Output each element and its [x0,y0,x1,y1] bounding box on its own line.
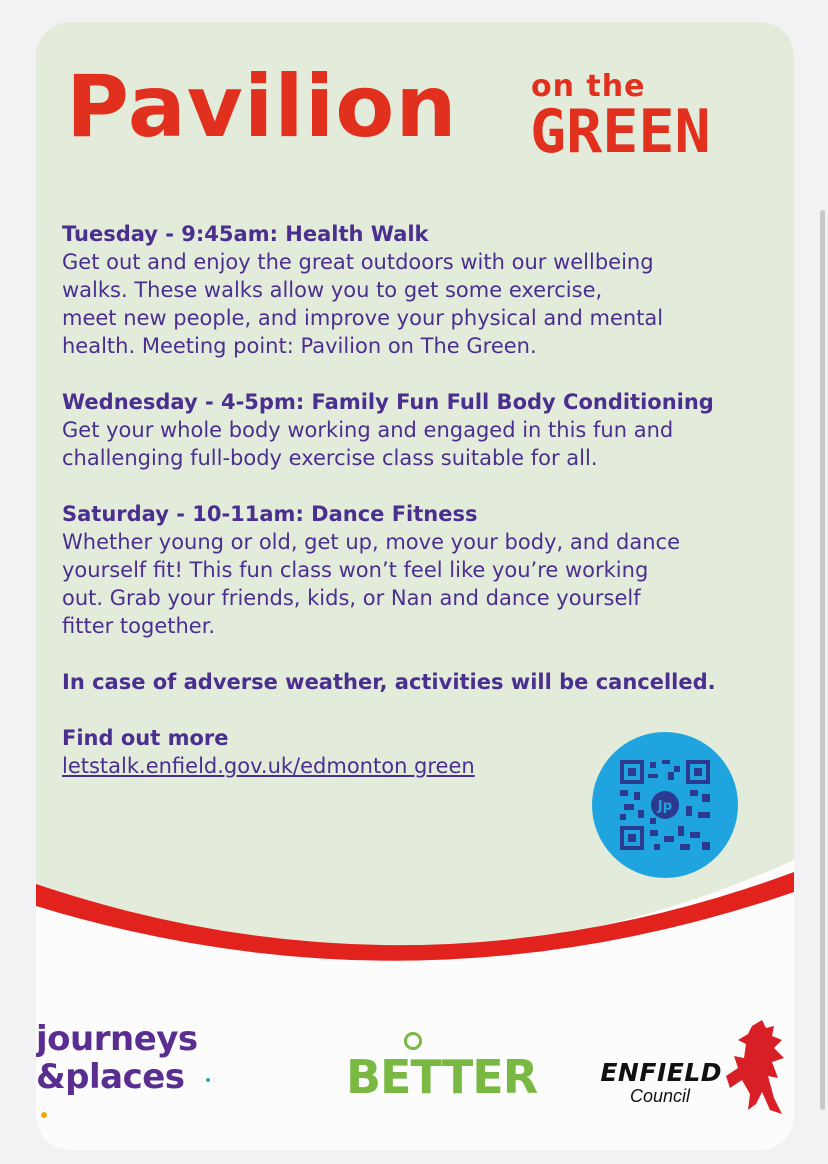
enfield-beast-icon [722,1018,792,1118]
description-line: health. Meeting point: Pavilion on The Green. [62,334,537,358]
enfield-council-logo [592,1060,722,1107]
info-link[interactable]: letstalk.enfield.gov.uk/edmonton green [62,754,475,778]
logo-dot [206,1078,210,1082]
weather-notice: In case of adverse weather, activities will be cancelled. [62,670,716,694]
description-line: Get out and enjoy the great outdoors with our wellbeing [62,250,654,274]
journeys-places-logo [36,1020,198,1096]
activity-description [62,528,782,640]
activity-tuesday [62,220,782,360]
qr-code[interactable] [592,732,738,878]
activity-wednesday [62,388,782,472]
qr-code-pattern [620,760,710,850]
journeys-logo-line1: journeys [36,1019,198,1059]
description-line: Get your whole body working and engaged in this fun and [62,418,674,442]
activities-content [62,220,782,780]
qr-center-label: Jp [657,799,673,814]
journeys-logo-line2: &places [36,1057,185,1097]
better-logo: BETTER [346,1050,538,1104]
activity-heading: Saturday - 10-11am: Dance Fitness [62,502,478,526]
description-line: out. Grab your friends, kids, or Nan and dance yourself [62,586,641,610]
title-on-the: on the [531,69,646,104]
activity-description [62,248,782,360]
activity-heading: Tuesday - 9:45am: Health Walk [62,222,429,246]
description-line: Whether young or old, get up, move your body, and dance [62,530,681,554]
title-green: GREEN [530,97,711,167]
page-scrollbar[interactable] [820,210,825,1110]
better-logo-circle [404,1032,422,1050]
activity-description [62,416,782,472]
activity-heading: Wednesday - 4-5pm: Family Fun Full Body Conditioning [62,390,714,414]
description-line: yourself fit! This fun class won’t feel like you’re working [62,558,649,582]
description-line: meet new people, and improve your physical and mental [62,306,664,330]
logo-dot [41,1112,47,1118]
council-logo-text: Council [629,1086,690,1106]
activity-saturday [62,500,782,640]
description-line: walks. These walks allow you to get some exercise, [62,278,603,302]
enfield-logo-text: ENFIELD [600,1058,722,1087]
logos-footer [36,1012,794,1132]
description-line: fitter together. [62,614,216,638]
find-out-more-label: Find out more [62,726,229,750]
description-line: challenging full-body exercise class suitable for all. [62,446,598,470]
poster [36,22,794,1150]
title-pavilion: Pavilion [66,57,458,157]
